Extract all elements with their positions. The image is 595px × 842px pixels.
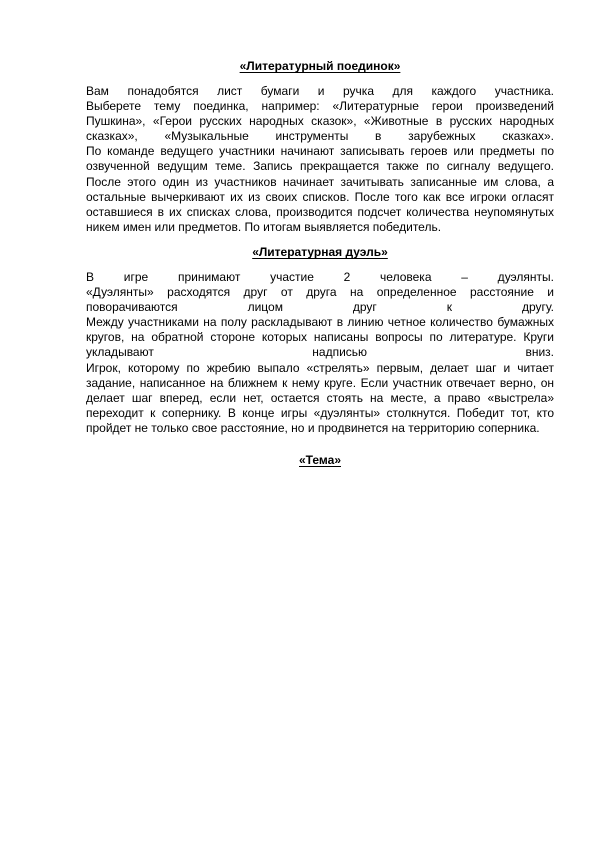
paragraph-line: Игрок, которому по жребию выпало «стрелять» первым, делает шаг и читает: [86, 360, 554, 375]
paragraph-line: Пушкина», «Герои русских народных сказок», «Животные в русских народных: [86, 114, 554, 129]
section-title-literary-duel: «Литературная дуэль»: [252, 245, 388, 259]
paragraph-line: кругов, на обратной стороне которых написаны вопросы по литературе. Круги: [86, 330, 554, 345]
paragraph-line: делает шаг вперед, если нет, остается стоять на месте, а право «выстрела»: [86, 390, 554, 405]
paragraph-line: укладывают надписью вниз.: [86, 345, 554, 360]
paragraph-line: сказках», «Музыкальные инструменты в зарубежных сказках».: [86, 129, 554, 144]
section-body-literary-duel: [86, 270, 554, 436]
paragraph-line: После этого один из участников начинает зачитывать записанные им слова, а: [86, 174, 554, 189]
paragraph-line: По команде ведущего участники начинают записывать героев или предметы по: [86, 144, 554, 159]
paragraph-line: В игре принимают участие 2 человека – дуэлянты.: [86, 270, 554, 284]
paragraph-line: переходит к сопернику. В конце игры «дуэлянты» столкнутся. Победит тот, кто: [86, 405, 554, 420]
section-body-literary-duel-contest: [86, 84, 554, 235]
paragraph-line: «Дуэлянты» расходятся друг от друга на определенное расстояние и: [86, 285, 554, 300]
paragraph-line: Вам понадобятся лист бумаги и ручка для каждого участника.: [86, 84, 554, 98]
paragraph-line: оставшиеся в их списках слова, производится подсчет количества неупомянутых: [86, 204, 554, 219]
section-title-literary-duel-contest: «Литературный поединок»: [239, 59, 401, 73]
paragraph-line: Между участниками на полу раскладывают в линию четное количество бумажных: [86, 315, 554, 330]
paragraph-line: поворачиваются лицом друг к другу.: [86, 300, 554, 315]
paragraph-line: пройдет не только свое расстояние, но и продвинется на территорию соперника.: [86, 420, 540, 435]
paragraph-line: остальные вычеркивают их из своих списков. После того как все игроки огласят: [86, 189, 554, 204]
paragraph-line: Выберете тему поединка, например: «Литературные герои произведений: [86, 99, 554, 114]
paragraph-line: озвученной ведущим теме. Запись прекращается также по сигналу ведущего.: [86, 159, 554, 174]
paragraph-line: задание, написанное на ближнем к нему круге. Если участник отвечает верно, он: [86, 375, 554, 390]
section-title-theme: «Тема»: [299, 453, 341, 467]
paragraph-line: никем имен или предметов. По итогам выявляется победитель.: [86, 219, 442, 234]
